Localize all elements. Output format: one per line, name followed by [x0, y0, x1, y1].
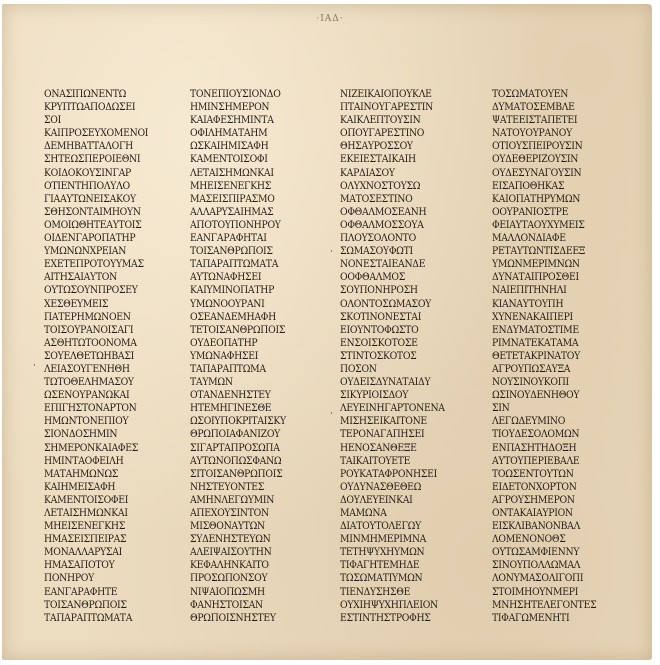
manuscript-line: ΣΙΝΟΥΠΟΛΛΩΜΑΛ — [492, 559, 581, 572]
manuscript-line: ΚΑΙΥΜΙΝΟΠΑΤΗΡ — [190, 284, 275, 297]
manuscript-line: ΟΤΑΝΔΕΝΗΣΤΕΥ — [190, 389, 271, 402]
manuscript-line: ΛΕΤΑΙΣΗΜΩΝΚΑΙ — [190, 166, 274, 179]
text-column-3 — [340, 88, 490, 628]
manuscript-line: ΜΝΗΣΗΤΕΛΕΓΟΝΤΕΣ — [492, 598, 597, 611]
manuscript-line: ΓΙΑΑΥΤΩΝΕΙΣΑΚΟΥ — [44, 192, 136, 205]
manuscript-line: ΨΑΤΕΕΙΣΤΑΠΕΤΕΙ — [492, 114, 578, 127]
manuscript-line: ΡΕΤΑΥΤΩΝΤΙΣΔΕΕΞ — [492, 245, 586, 258]
manuscript-line: ΤΙΟΥΔΕΣΟΛΟΜΩΝ — [492, 428, 580, 441]
text-column-1 — [44, 88, 194, 628]
manuscript-line: ΚΑΙΑΦΕΣΗΜΙΝΤΑ — [190, 114, 274, 127]
manuscript-line: ΕΑΝΓΑΡΑΦΗΤΕ — [44, 585, 118, 598]
manuscript-line: ΤΙΦΑΓΗΤΕΜΗΔΕ — [340, 559, 420, 572]
manuscript-line: ΜΟΝΑΛΛΑΡΥΣΑΙ — [44, 546, 123, 559]
marginal-mark: · — [33, 361, 36, 371]
manuscript-line: ΕΠΙΓΗΣΤΟΝΑΡΤΟΝ — [44, 402, 137, 415]
manuscript-line: ΟΙΔΕΝΓΑΡΟΠΑΤΗΡ — [44, 232, 136, 245]
manuscript-line: ΚΑΙΗΜΕΙΣΑΦΗ — [44, 480, 116, 493]
manuscript-line: ΤΑΠΑΡΑΠΤΩΜΑΤΑ — [44, 611, 133, 624]
manuscript-line: ΛΕΓΩΔΕΥΜΙΝΟ — [492, 415, 566, 428]
manuscript-line: ΟΥΤΩΣΟΥΝΠΡΟΣΕΥ — [44, 284, 138, 297]
manuscript-line: ΟΠΟΥΓΑΡΕΣΤΙΝΟ — [340, 127, 425, 140]
manuscript-line: ΑΥΤΟΥΠΕΡΙΕΒΑΛΕ — [492, 454, 580, 467]
manuscript-line: ΠΤΑΙΝΟΥΓΑΡΕΣΤΙΝ — [340, 101, 434, 114]
manuscript-line: ΕΙΣΚΛΙΒΑΝΟΝΒΑΛ — [492, 520, 581, 533]
manuscript-line: ΟΥΧΙΗΨΥΧΗΠΛΕΙΟΝ — [340, 598, 438, 611]
marginal-mark: · — [330, 247, 333, 257]
manuscript-line: ΧΥΝΕΝΑΚΑΙΠΕΡΙ — [492, 310, 573, 323]
manuscript-line: ΠΛΟΥΣΟΛΟΝΤΟ — [340, 232, 416, 245]
manuscript-line: ΕΝΔΥΜΑΤΟΣΤΙΜΕ — [492, 323, 579, 336]
manuscript-line: ΑΥΤΩΝΑΦΗΣΕΙ — [190, 271, 262, 284]
manuscript-line: ΟΝΑΣΙΠΩΝΕΝΤΩ — [44, 88, 127, 100]
manuscript-line: ΑΠΟΤΟΥΠΟΝΗΡΟΥ — [190, 218, 281, 231]
manuscript-line: ΣΘΗΣΟΝΤΑΙΜΗΟΥΝ — [44, 205, 141, 218]
manuscript-line: ΕΑΝΓΑΡΑΦΗΤΑΙ — [190, 232, 267, 245]
manuscript-line: ΡΙΜΝΑΤΕΚΑΤΑΜΑ — [492, 336, 579, 349]
manuscript-line: ΚΑΜΕΝΤΟΙΣΟΦΕΙ — [44, 493, 129, 506]
manuscript-line: ΤΑΙΚΑΙΤΟΥΕΤΕ — [340, 454, 411, 467]
text-column-2 — [190, 88, 340, 628]
manuscript-line: ΠΑΤΕΡΗΜΩΝΟΕΝ — [44, 310, 131, 323]
manuscript-line: ΗΜΙΝΣΗΜΕΡΟΝ — [190, 101, 270, 114]
manuscript-line: ΟΝΤΑΚΑΙΑΥΡΙΟΝ — [492, 507, 573, 519]
manuscript-line: ΜΑΛΛΟΝΔΙΑΦΕ — [492, 232, 566, 245]
manuscript-line: ΩΣΟΙΥΠΟΚΡΙΤΑΙΣΚΥ — [190, 415, 286, 428]
manuscript-line: ΤΑΥΜΩΝ — [190, 376, 233, 389]
manuscript-line: ΚΑΙΟΠΑΤΗΡΥΜΩΝ — [492, 192, 581, 205]
manuscript-line: ΤΟΙΣΟΥΡΑΝΟΙΣΑΓΙ — [44, 323, 134, 336]
manuscript-line: ΕΝΣΟΙΣΚΟΤΟΣΕ — [340, 336, 418, 349]
manuscript-line: ΑΓΡΟΥΣΗΜΕΡΟΝ — [492, 493, 575, 506]
manuscript-line: ΛΟΜΕΝΟΝΟΘΣ — [492, 533, 566, 546]
manuscript-line: ΔΙΑΤΟΥΤΟΛΕΓΩΥ — [340, 520, 421, 533]
manuscript-line: ΑΜΗΝΛΕΓΩΥΜΙΝ — [190, 493, 275, 506]
manuscript-line: ΤΩΣΩΜΑΤΙΥΜΩΝ — [340, 572, 423, 585]
manuscript-line: ΤΙΦΑΓΩΜΕΝΗΤΙ — [492, 611, 570, 624]
manuscript-line: ΚΑΙΚΛΕΠΤΟΥΣΙΝ — [340, 114, 421, 127]
manuscript-line: ΣΗΤΕΩΣΠΕΡΟΙΕΘΝΙ — [44, 153, 141, 166]
manuscript-line: ΠΟΣΟΝ — [340, 362, 377, 375]
manuscript-line: ΕΚΕΙΕΣΤΑΙΚΑΙΗ — [340, 153, 416, 166]
manuscript-line: ΗΜΙΝΤΑΟΦΕΙΛΗ — [44, 454, 124, 467]
manuscript-line: ΚΡΥΠΤΩΑΠΟΔΩΣΕΙ — [44, 101, 136, 114]
manuscript-line: ΦΑΝΗΣΤΟΙΣΑΝ — [190, 598, 263, 611]
manuscript-line: ΟΟΦΘΑΛΜΟΣ — [340, 271, 406, 284]
manuscript-line: ΣΥΔΕΝΗΣΤΕΥΩΝ — [190, 533, 271, 546]
manuscript-line: ΘΕΤΕΤΑΚΡΙΝΑΤΟΥ — [492, 349, 580, 362]
manuscript-line: ΜΗΕΙΣΕΝΕΓΚΗΣ — [44, 520, 125, 533]
manuscript-line: ΚΑΜΕΝΤΟΙΣΟΦΙ — [190, 153, 268, 166]
manuscript-line: ΗΜΑΣΑΠΟΤΟΥ — [44, 559, 115, 572]
manuscript-line: ΑΛΛΑΡΥΣΑΙΗΜΑΣ — [190, 205, 274, 218]
manuscript-line: ΤΕΤΟΙΣΑΝΘΡΩΠΟΙΣ — [190, 323, 286, 336]
manuscript-line: ΝΙΨΑΙΟΠΩΣΜΗ — [190, 585, 265, 598]
manuscript-line: ΕΧΕΤΕΠΡΟΤΟΥΥΜΑΣ — [44, 258, 144, 271]
manuscript-line: ΜΑΣΕΙΣΠΙΡΑΣΜΟ — [190, 192, 275, 205]
manuscript-line: ΤΕΤΗΨΥΧΗΥΜΩΝ — [340, 546, 425, 559]
manuscript-line: ΟΥΔΥΝΑΣΘΕΘΕΩ — [340, 480, 422, 493]
manuscript-line: ΤΟΙΣΑΝΘΡΩΠΟΙΣ — [44, 598, 127, 611]
manuscript-line: ΑΥΤΩΝΟΠΩΣΦΑΝΩ — [190, 454, 282, 467]
manuscript-line: ΣΟΥΕΛΘΕΤΩΗΒΑΣΙ — [44, 349, 135, 362]
manuscript-line: ΤΟΩΣΕΝΤΟΥΤΩΝ — [492, 467, 574, 480]
manuscript-line: ΥΜΩΝΜΕΡΙΜΝΩΝ — [492, 258, 580, 271]
manuscript-line: ΣΟΙ — [44, 114, 61, 127]
manuscript-line: ΟΦΙΛΗΜΑΤΑΗΜ — [190, 127, 268, 140]
manuscript-line: ΑΙΤΗΣΑΙΑΥΤΟΝ — [44, 271, 117, 284]
manuscript-line: ΣΙΤΟΙΣΑΝΘΡΩΠΟΙΣ — [190, 467, 283, 480]
text-column-4 — [492, 88, 642, 628]
manuscript-line: ΚΑΙΠΡΟΣΕΥΧΟΜΕΝΟΙ — [44, 127, 149, 140]
manuscript-line: ΑΠΕΧΟΥΣΙΝΤΟΝ — [190, 507, 269, 519]
manuscript-line: ΟΜΟΙΩΘΗΤΕΑΥΤΟΙΣ — [44, 218, 142, 231]
manuscript-line: ΝΟΝΕΣΤΑΙΕΑΝΔΕ — [340, 258, 426, 271]
manuscript-line: ΚΙΑΝΑΥΤΟΥΠΗ — [492, 297, 564, 310]
manuscript-line: ΕΙΣΑΠΟΘΗΚΑΣ — [492, 179, 565, 192]
manuscript-line: ΛΕΥΕΙΝΗΓΑΡΤΟΝΕΝΑ — [340, 402, 445, 415]
manuscript-line: ΜΗΕΙΣΕΝΕΓΚΗΣ — [190, 179, 271, 192]
manuscript-line: ΩΣΚΑΙΗΜΙΣΑΦΗ — [190, 140, 269, 153]
manuscript-line: ΩΣΕΝΟΥΡΑΝΩΚΑΙ — [44, 389, 130, 402]
manuscript-line: ΘΡΩΠΟΙΣΝΗΣΤΕΥ — [190, 611, 276, 624]
manuscript-line: ΔΕΜΗΒΑΤΤΑΛΟΓΗ — [44, 140, 133, 153]
manuscript-line: ΗΜΩΝΤΟΝΕΠΙΟΥ — [44, 415, 129, 428]
manuscript-line: ΣΩΜΑΣΟΥΦΩΤΙ — [340, 245, 413, 258]
manuscript-line: ΕΙΔΕΤΟΝΧΟΡΤΟΝ — [492, 480, 577, 493]
manuscript-line: ΟΦΘΑΛΜΟΣΣΟΥΑ — [340, 218, 424, 231]
manuscript-line: ΜΑΤΟΣΕΣΤΙΝΟ — [340, 192, 413, 205]
manuscript-line: ΤΑΠΑΡΑΠΤΩΜΑ — [190, 362, 266, 375]
folio-mark: ·ΙΑΔ· — [316, 14, 344, 24]
manuscript-line: ΔΟΥΛΕΥΕΙΝΚΑΙ — [340, 493, 413, 506]
manuscript-line: ΥΜΩΝΟΟΥΡΑΝΙ — [190, 297, 265, 310]
manuscript-line: ΟΦΘΑΛΜΟΣΕΑΝΗ — [340, 205, 427, 218]
manuscript-line: ΚΑΡΔΙΑΣΟΥ — [340, 166, 395, 179]
manuscript-line: ΣΚΟΤΙΝΟΝΕΣΤΑΙ — [340, 310, 422, 323]
manuscript-line: ΟΤΙΕΝΤΗΠΟΛΥΛΟ — [44, 179, 130, 192]
manuscript-line: ΟΥΤΩΣΑΜΦΙΕΝΝΥ — [492, 546, 580, 559]
manuscript-line: ΤΟΝΕΠΙΟΥΣΙΟΝΔΟ — [190, 88, 281, 100]
manuscript-line: ΡΟΥΚΑΤΑΦΡΟΝΗΣΕΙ — [340, 467, 438, 480]
manuscript-line: ΤΟΣΩΜΑΤΟΥΕΝ — [492, 88, 569, 100]
manuscript-line: ΧΕΣΘΕΥΜΕΙΣ — [44, 297, 109, 310]
manuscript-line: ΩΣΙΝΟΥΔΕΝΗΘΟΥ — [492, 389, 580, 402]
manuscript-line: ΟΛΥΧΝΟΣΤΟΥΣΩ — [340, 179, 421, 192]
manuscript-line: ΔΥΝΑΤΑΙΠΡΟΣΘΕΙ — [492, 271, 579, 284]
manuscript-line: ΜΑΜΩΝΑ — [340, 507, 387, 519]
manuscript-line: ΠΡΟΣΩΠΟΝΣΟΥ — [190, 572, 268, 585]
manuscript-line: ΟΤΙΟΥΣΠΕΙΡΟΥΣΙΝ — [492, 140, 583, 153]
manuscript-line: ΜΙΣΘΟΝΑΥΤΩΝ — [190, 520, 265, 533]
manuscript-line: ΝΙΖΕΙΚΑΙΟΠΟΥΚΛΕ — [340, 88, 432, 100]
manuscript-line: ΝΑΤΟΥΟΥΡΑΝΟΥ — [492, 127, 572, 140]
manuscript-line: ΕΙΟΥΝΤΟΦΩΣΤΟ — [340, 323, 419, 336]
manuscript-line: ΛΕΙΑΣΟΥΓΕΝΗΘΗ — [44, 362, 130, 375]
manuscript-line: ΣΟΥΠΟΝΗΡΟΣΗ — [340, 284, 418, 297]
manuscript-line: ΚΟΙΔΟΚΟΥΣΙΝΓΑΡ — [44, 166, 132, 179]
manuscript-line: ΥΜΩΝΑΦΗΣΕΙ — [190, 349, 259, 362]
manuscript-line: ΤΕΡΟΝΑΓΑΠΗΣΕΙ — [340, 428, 425, 441]
manuscript-line: ΗΤΕΜΗΓΙΝΕΣΘΕ — [190, 402, 272, 415]
manuscript-line: ΣΤΟΙΜΗΟΥΝΜΕΡΙ — [492, 585, 579, 598]
manuscript-line: ΕΣΤΙΝΤΗΣΤΡΟΦΗΣ — [340, 611, 431, 624]
manuscript-line: ΣΤΙΝΤΟΣΚΟΤΟΣ — [340, 349, 417, 362]
manuscript-line: ΠΟΝΗΡΟΥ — [44, 572, 94, 585]
manuscript-line: ΟΥΔΕΙΣΔΥΝΑΤΑΙΔΥ — [340, 376, 431, 389]
manuscript-line: ΑΓΡΟΥΠΩΣΑΥΞΑ — [492, 362, 571, 375]
manuscript-line: ΜΙΣΗΣΕΙΚΑΙΤΟΝΕ — [340, 415, 427, 428]
manuscript-line: ΗΕΝΟΣΑΝΘΕΞΕ — [340, 441, 417, 454]
manuscript-line: ΥΜΩΝΩΝΧΡΕΙΑΝ — [44, 245, 127, 258]
manuscript-line: ΕΝΠΑΣΗΤΗΔΟΞΗ — [492, 441, 577, 454]
manuscript-line: ΟΟΥΡΑΝΙΟΣΤΡΕ — [492, 205, 569, 218]
manuscript-line: ΗΜΑΣΕΙΣΠΕΙΡΑΣ — [44, 533, 127, 546]
manuscript-line: ΟΥΔΕΟΠΑΤΗΡ — [190, 336, 258, 349]
manuscript-line: ΤΩΤΟΘΕΛΗΜΑΣΟΥ — [44, 376, 134, 389]
manuscript-line: ΤΟΙΣΑΝΘΡΩΠΟΙΣ — [190, 245, 273, 258]
manuscript-line: ΦΕΙΑΥΤΑΟΥΧΥΜΕΙΣ — [492, 218, 585, 231]
marginal-mark: · — [330, 409, 333, 419]
manuscript-line: ΟΣΕΑΝΔΕΜΗΑΦΗ — [190, 310, 276, 323]
manuscript-line: ΟΥΔΕΘΕΡΙΖΟΥΣΙΝ — [492, 153, 579, 166]
manuscript-line: ΤΙΕΝΔΥΣΗΣΘΕ — [340, 585, 411, 598]
manuscript-line: ΣΙΚΥΡΙΟΙΣΔΟΥ — [340, 389, 409, 402]
manuscript-line: ΣΙΝ — [492, 402, 510, 415]
manuscript-line: ΛΟΝΥΜΑΣΟΛΙΓΟΠΙ — [492, 572, 584, 585]
manuscript-line: ΝΑΙΕΠΙΤΗΝΗΛΙ — [492, 284, 567, 297]
manuscript-line: ΜΙΝΜΗΜΕΡΙΜΝΑ — [340, 533, 427, 546]
manuscript-line: ΘΗΣΑΥΡΟΣΣΟΥ — [340, 140, 413, 153]
manuscript-line: ΑΛΕΙΨΑΙΣΟΥΤΗΝ — [190, 546, 272, 559]
manuscript-line: ΝΗΣΤΕΥΟΝΤΕΣ — [190, 480, 265, 493]
manuscript-line: ΟΛΟΝΤΟΣΩΜΑΣΟΥ — [340, 297, 432, 310]
manuscript-line: ΣΗΜΕΡΟΝΚΑΙΑΦΕΣ — [44, 441, 138, 454]
manuscript-line: ΑΣΘΗΤΩΤΟΟΝΟΜΑ — [44, 336, 137, 349]
manuscript-line: ΚΕΦΑΛΗΝΚΑΙΤΟ — [190, 559, 269, 572]
manuscript-line: ΟΥΔΕΣΥΝΑΓΟΥΣΙΝ — [492, 166, 582, 179]
manuscript-line: ΔΥΜΑΤΟΣΕΜΒΛΕ — [492, 101, 575, 114]
manuscript-line: ΣΙΟΝΔΟΣΗΜΙΝ — [44, 428, 118, 441]
manuscript-line: ΜΑΤΑΗΜΩΝΩΣ — [44, 467, 119, 480]
manuscript-line: ΘΡΩΠΟΙΑΦΑΝΙΖΟΥ — [190, 428, 281, 441]
manuscript-line: ΛΕΤΑΙΣΗΜΩΝΚΑΙ — [44, 507, 128, 519]
manuscript-line: ΝΟΥΣΙΝΟΥΚΟΠΙ — [492, 376, 569, 389]
manuscript-line: ΣΙΓΑΡΤΑΠΡΟΣΩΠΑ — [190, 441, 280, 454]
manuscript-line: ΤΑΠΑΡΑΠΤΩΜΑΤΑ — [190, 258, 279, 271]
